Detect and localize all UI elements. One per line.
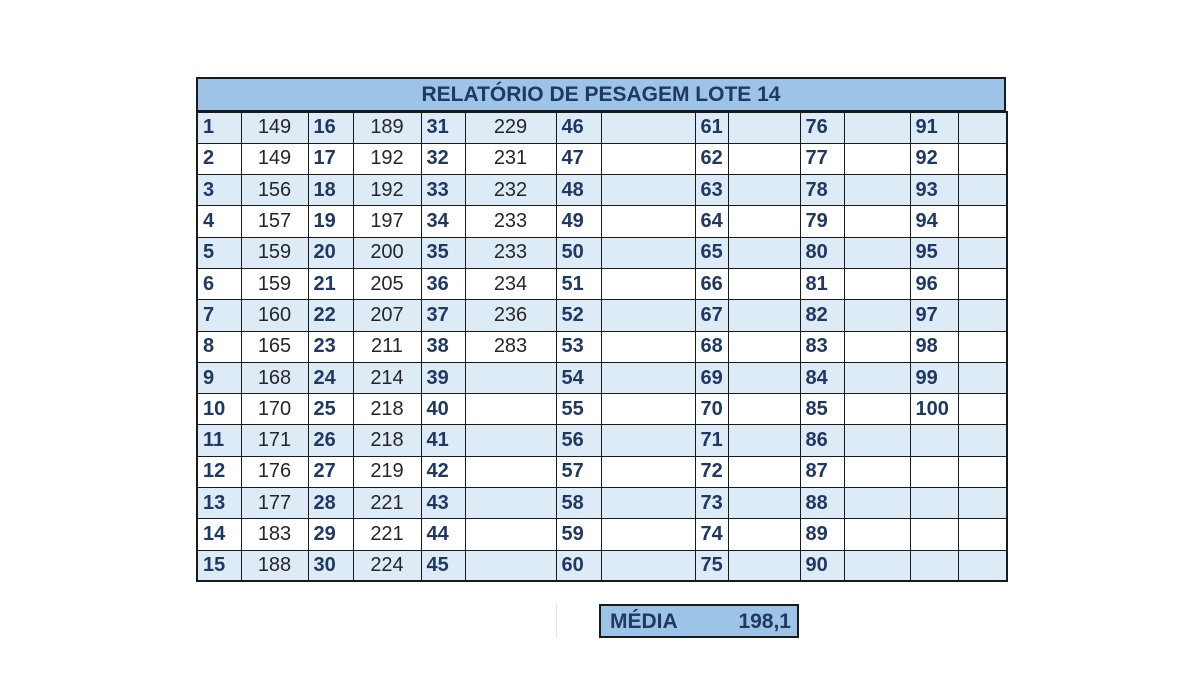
- animal-number-cell: 41: [421, 425, 465, 456]
- animal-number-cell: 58: [556, 488, 601, 519]
- weight-cell: [465, 519, 556, 550]
- weight-cell: 177: [241, 488, 308, 519]
- weight-cell: 156: [241, 175, 308, 206]
- animal-number-cell: 5: [197, 237, 241, 268]
- animal-number-cell: 70: [695, 394, 728, 425]
- weight-cell: [728, 519, 800, 550]
- animal-number-cell: 65: [695, 237, 728, 268]
- weight-cell: [844, 425, 910, 456]
- weight-cell: 176: [241, 456, 308, 487]
- weight-cell: 283: [465, 331, 556, 362]
- animal-number-cell: 11: [197, 425, 241, 456]
- animal-number-cell: 31: [421, 112, 465, 143]
- animal-number-cell: 25: [308, 394, 353, 425]
- table-row: [197, 206, 1007, 237]
- animal-number-cell: 57: [556, 456, 601, 487]
- weight-cell: 221: [353, 488, 421, 519]
- weight-cell: [958, 268, 1007, 299]
- weight-cell: 211: [353, 331, 421, 362]
- table-row: [197, 112, 1007, 143]
- table-row: [197, 488, 1007, 519]
- average-label: MÉDIA: [610, 610, 678, 633]
- animal-number-cell: 76: [800, 112, 844, 143]
- animal-number-cell: 44: [421, 519, 465, 550]
- animal-number-cell: 42: [421, 456, 465, 487]
- table-row: [197, 362, 1007, 393]
- animal-number-cell: [910, 425, 958, 456]
- table-row: [197, 519, 1007, 550]
- weight-cell: 236: [465, 300, 556, 331]
- animal-number-cell: 62: [695, 143, 728, 174]
- animal-number-cell: [910, 550, 958, 581]
- animal-number-cell: 3: [197, 175, 241, 206]
- weight-cell: [958, 394, 1007, 425]
- animal-number-cell: 19: [308, 206, 353, 237]
- weight-cell: [601, 175, 695, 206]
- animal-number-cell: 94: [910, 206, 958, 237]
- weight-cell: 159: [241, 237, 308, 268]
- animal-number-cell: 63: [695, 175, 728, 206]
- animal-number-cell: 78: [800, 175, 844, 206]
- animal-number-cell: 56: [556, 425, 601, 456]
- animal-number-cell: 28: [308, 488, 353, 519]
- animal-number-cell: 30: [308, 550, 353, 581]
- weight-cell: [844, 112, 910, 143]
- animal-number-cell: 64: [695, 206, 728, 237]
- weight-cell: [844, 488, 910, 519]
- animal-number-cell: 9: [197, 362, 241, 393]
- animal-number-cell: 96: [910, 268, 958, 299]
- animal-number-cell: 61: [695, 112, 728, 143]
- weight-cell: [844, 550, 910, 581]
- weight-cell: [601, 519, 695, 550]
- weight-cell: [844, 206, 910, 237]
- animal-number-cell: 93: [910, 175, 958, 206]
- weight-cell: 192: [353, 175, 421, 206]
- animal-number-cell: 27: [308, 456, 353, 487]
- weight-cell: [601, 112, 695, 143]
- animal-number-cell: 51: [556, 268, 601, 299]
- weight-cell: 183: [241, 519, 308, 550]
- weight-cell: [844, 394, 910, 425]
- weight-cell: 219: [353, 456, 421, 487]
- weight-cell: [601, 456, 695, 487]
- weight-cell: 171: [241, 425, 308, 456]
- weight-cell: 205: [353, 268, 421, 299]
- weight-cell: [844, 175, 910, 206]
- animal-number-cell: 89: [800, 519, 844, 550]
- animal-number-cell: 29: [308, 519, 353, 550]
- table-row: [197, 331, 1007, 362]
- weight-cell: [601, 268, 695, 299]
- weight-cell: 200: [353, 237, 421, 268]
- animal-number-cell: 97: [910, 300, 958, 331]
- weight-cell: [601, 300, 695, 331]
- weight-cell: [465, 394, 556, 425]
- weight-cell: 224: [353, 550, 421, 581]
- animal-number-cell: 17: [308, 143, 353, 174]
- animal-number-cell: 98: [910, 331, 958, 362]
- weight-cell: [844, 143, 910, 174]
- animal-number-cell: 90: [800, 550, 844, 581]
- animal-number-cell: 45: [421, 550, 465, 581]
- average-box: [599, 604, 799, 638]
- weight-cell: [958, 237, 1007, 268]
- weight-cell: [728, 331, 800, 362]
- weight-cell: 160: [241, 300, 308, 331]
- weight-cell: [601, 331, 695, 362]
- animal-number-cell: 52: [556, 300, 601, 331]
- weight-cell: 165: [241, 331, 308, 362]
- weight-cell: [465, 456, 556, 487]
- weight-cell: 188: [241, 550, 308, 581]
- weight-cell: [601, 488, 695, 519]
- weight-cell: 149: [241, 143, 308, 174]
- weight-cell: 214: [353, 362, 421, 393]
- animal-number-cell: 75: [695, 550, 728, 581]
- animal-number-cell: 85: [800, 394, 844, 425]
- weight-cell: [844, 300, 910, 331]
- weight-cell: [958, 488, 1007, 519]
- animal-number-cell: 59: [556, 519, 601, 550]
- weight-cell: [601, 550, 695, 581]
- weight-cell: 218: [353, 425, 421, 456]
- animal-number-cell: 1: [197, 112, 241, 143]
- table-row: [197, 143, 1007, 174]
- weight-cell: 233: [465, 206, 556, 237]
- weight-cell: 231: [465, 143, 556, 174]
- weight-cell: 232: [465, 175, 556, 206]
- table-row: [197, 237, 1007, 268]
- animal-number-cell: 72: [695, 456, 728, 487]
- weight-cell: [728, 237, 800, 268]
- weight-cell: [844, 456, 910, 487]
- weight-cell: [601, 237, 695, 268]
- weight-cell: [958, 456, 1007, 487]
- animal-number-cell: 2: [197, 143, 241, 174]
- animal-number-cell: 38: [421, 331, 465, 362]
- animal-number-cell: 48: [556, 175, 601, 206]
- weight-cell: 207: [353, 300, 421, 331]
- weight-cell: [601, 143, 695, 174]
- weight-cell: [728, 394, 800, 425]
- animal-number-cell: 33: [421, 175, 465, 206]
- weight-cell: [958, 175, 1007, 206]
- animal-number-cell: 37: [421, 300, 465, 331]
- weight-cell: 157: [241, 206, 308, 237]
- animal-number-cell: 95: [910, 237, 958, 268]
- animal-number-cell: 68: [695, 331, 728, 362]
- animal-number-cell: 12: [197, 456, 241, 487]
- animal-number-cell: 87: [800, 456, 844, 487]
- table-row: [197, 425, 1007, 456]
- animal-number-cell: 35: [421, 237, 465, 268]
- table-row: [197, 268, 1007, 299]
- animal-number-cell: 21: [308, 268, 353, 299]
- animal-number-cell: 77: [800, 143, 844, 174]
- animal-number-cell: 55: [556, 394, 601, 425]
- weight-cell: [465, 362, 556, 393]
- weight-cell: [844, 237, 910, 268]
- weight-cell: 233: [465, 237, 556, 268]
- weight-cell: [958, 425, 1007, 456]
- weight-cell: 221: [353, 519, 421, 550]
- animal-number-cell: 80: [800, 237, 844, 268]
- weight-cell: [728, 206, 800, 237]
- weight-cell: 197: [353, 206, 421, 237]
- animal-number-cell: 16: [308, 112, 353, 143]
- animal-number-cell: 10: [197, 394, 241, 425]
- weight-cell: [728, 488, 800, 519]
- animal-number-cell: [910, 519, 958, 550]
- animal-number-cell: 23: [308, 331, 353, 362]
- average-value: 198,1: [738, 610, 791, 633]
- animal-number-cell: 91: [910, 112, 958, 143]
- weight-cell: [728, 112, 800, 143]
- weight-cell: [844, 331, 910, 362]
- weights-table: [196, 111, 1008, 582]
- weight-cell: [728, 362, 800, 393]
- animal-number-cell: 53: [556, 331, 601, 362]
- animal-number-cell: 15: [197, 550, 241, 581]
- animal-number-cell: 100: [910, 394, 958, 425]
- animal-number-cell: 69: [695, 362, 728, 393]
- animal-number-cell: 26: [308, 425, 353, 456]
- table-row: [197, 175, 1007, 206]
- animal-number-cell: 34: [421, 206, 465, 237]
- animal-number-cell: 99: [910, 362, 958, 393]
- animal-number-cell: 20: [308, 237, 353, 268]
- weight-cell: [728, 268, 800, 299]
- table-row: [197, 550, 1007, 581]
- animal-number-cell: 46: [556, 112, 601, 143]
- weight-cell: 168: [241, 362, 308, 393]
- animal-number-cell: 47: [556, 143, 601, 174]
- animal-number-cell: 8: [197, 331, 241, 362]
- weight-cell: [958, 112, 1007, 143]
- weight-cell: [844, 519, 910, 550]
- table-row: [197, 300, 1007, 331]
- animal-number-cell: [910, 456, 958, 487]
- weight-cell: 170: [241, 394, 308, 425]
- weight-cell: 159: [241, 268, 308, 299]
- animal-number-cell: [910, 488, 958, 519]
- weight-cell: [728, 425, 800, 456]
- table-row: [197, 394, 1007, 425]
- report-title: RELATÓRIO DE PESAGEM LOTE 14: [196, 77, 1006, 111]
- animal-number-cell: 66: [695, 268, 728, 299]
- weight-cell: [465, 550, 556, 581]
- animal-number-cell: 84: [800, 362, 844, 393]
- weight-cell: [958, 300, 1007, 331]
- weight-cell: [958, 143, 1007, 174]
- weight-cell: [728, 300, 800, 331]
- animal-number-cell: 24: [308, 362, 353, 393]
- animal-number-cell: 50: [556, 237, 601, 268]
- weight-cell: 218: [353, 394, 421, 425]
- weight-cell: [601, 425, 695, 456]
- weight-cell: [601, 362, 695, 393]
- weight-cell: 234: [465, 268, 556, 299]
- animal-number-cell: 86: [800, 425, 844, 456]
- weight-cell: [728, 143, 800, 174]
- animal-number-cell: 74: [695, 519, 728, 550]
- animal-number-cell: 67: [695, 300, 728, 331]
- animal-number-cell: 92: [910, 143, 958, 174]
- weight-cell: [465, 425, 556, 456]
- animal-number-cell: 32: [421, 143, 465, 174]
- weight-cell: [958, 519, 1007, 550]
- weight-cell: [728, 456, 800, 487]
- weight-cell: [958, 206, 1007, 237]
- animal-number-cell: 83: [800, 331, 844, 362]
- weight-cell: [958, 362, 1007, 393]
- weighing-report: [196, 77, 1006, 582]
- cell-gridline: [556, 604, 557, 638]
- weight-cell: 149: [241, 112, 308, 143]
- animal-number-cell: 7: [197, 300, 241, 331]
- animal-number-cell: 71: [695, 425, 728, 456]
- animal-number-cell: 4: [197, 206, 241, 237]
- weight-cell: [844, 362, 910, 393]
- animal-number-cell: 54: [556, 362, 601, 393]
- weight-cell: [958, 550, 1007, 581]
- weight-cell: [844, 268, 910, 299]
- animal-number-cell: 39: [421, 362, 465, 393]
- animal-number-cell: 88: [800, 488, 844, 519]
- animal-number-cell: 6: [197, 268, 241, 299]
- table-row: [197, 456, 1007, 487]
- animal-number-cell: 81: [800, 268, 844, 299]
- animal-number-cell: 60: [556, 550, 601, 581]
- weight-cell: [601, 394, 695, 425]
- animal-number-cell: 13: [197, 488, 241, 519]
- weight-cell: [465, 488, 556, 519]
- animal-number-cell: 40: [421, 394, 465, 425]
- weight-cell: [728, 175, 800, 206]
- weight-cell: 229: [465, 112, 556, 143]
- animal-number-cell: 18: [308, 175, 353, 206]
- animal-number-cell: 49: [556, 206, 601, 237]
- weight-cell: 189: [353, 112, 421, 143]
- animal-number-cell: 43: [421, 488, 465, 519]
- animal-number-cell: 36: [421, 268, 465, 299]
- weight-cell: [958, 331, 1007, 362]
- animal-number-cell: 14: [197, 519, 241, 550]
- animal-number-cell: 82: [800, 300, 844, 331]
- weight-cell: [728, 550, 800, 581]
- animal-number-cell: 22: [308, 300, 353, 331]
- weight-cell: 192: [353, 143, 421, 174]
- animal-number-cell: 73: [695, 488, 728, 519]
- animal-number-cell: 79: [800, 206, 844, 237]
- weight-cell: [601, 206, 695, 237]
